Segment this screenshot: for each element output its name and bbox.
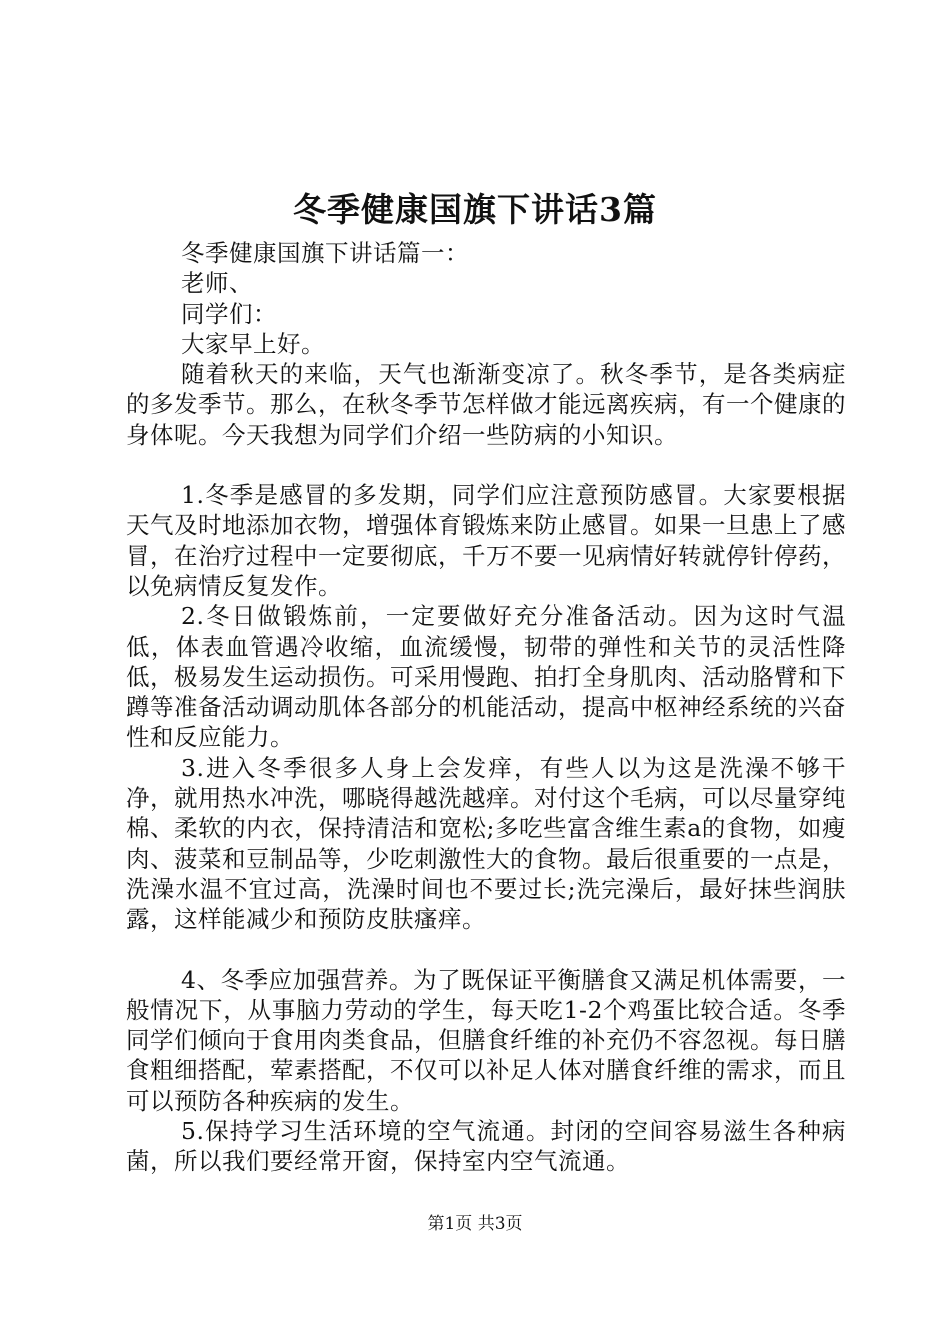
- tip-3-paragraph: 3.进入冬季很多人身上会发痒，有些人以为这是洗澡不够干净，就用热水冲洗，哪晓得越洗越痒。对付这个毛病，可以尽量穿纯棉、柔软的内衣，保持清洁和宽松;多吃些富含维生素a的食物，如瘦肉、菠菜和豆制品等，少吃刺激性大的食物。最后很重要的一点是，洗澡水温不宜过高，洗澡时间也不要过长;洗完澡后，最好抹些润肤露，这样能减少和预防皮肤瘙痒。: [126, 753, 846, 934]
- salutation-teachers: 老师、: [181, 269, 253, 298]
- tip-4-paragraph: 4、冬季应加强营养。为了既保证平衡膳食又满足机体需要，一般情况下，从事脑力劳动的学生，每天吃1-2个鸡蛋比较合适。冬季同学们倾向于食用肉类食品，但膳食纤维的补充仍不容忽视。每日膳食粗细搭配，荤素搭配，不仅可以补足人体对膳食纤维的需求，而且可以预防各种疾病的发生。: [126, 965, 846, 1115]
- tip-1-paragraph: 1.冬季是感冒的多发期，同学们应注意预防感冒。大家要根据天气及时地添加衣物，增强体育锻炼来防止感冒。如果一旦患上了感冒，在治疗过程中一定要彻底，千万不要一见病情好转就停针停药，以免病情反复发作。: [126, 481, 846, 600]
- tip-2-paragraph: 2.冬日做锻炼前，一定要做好充分准备活动。因为这时气温低，体表血管遇冷收缩，血流缓慢，韧带的弹性和关节的灵活性降低，极易发生运动损伤。可采用慢跑、拍打全身肌肉、活动胳臂和下蹲等准备活动调动肌体各部分的机能活动，提高中枢神经系统的兴奋性和反应能力。: [126, 602, 846, 752]
- document-title: 冬季健康国旗下讲话3篇: [293, 190, 657, 229]
- paragraph-gap: [126, 935, 846, 965]
- document-body: [126, 238, 846, 1177]
- intro-paragraph: 随着秋天的来临，天气也渐渐变凉了。秋冬季节，是各类病症的多发季节。那么，在秋冬季节怎样做才能远离疾病，有一个健康的身体呢。今天我想为同学们介绍一些防病的小知识。: [126, 360, 846, 449]
- tip-5-paragraph: 5.保持学习生活环境的空气流通。封闭的空间容易滋生各种病菌，所以我们要经常开窗，保持室内空气流通。: [126, 1117, 846, 1176]
- page-footer: 第1页 共3页: [427, 1214, 523, 1234]
- heading-line: 冬季健康国旗下讲话篇一：: [181, 239, 469, 267]
- paragraph-gap: [126, 450, 846, 480]
- salutation-students: 同学们：: [181, 299, 277, 328]
- greeting: 大家早上好。: [181, 329, 325, 358]
